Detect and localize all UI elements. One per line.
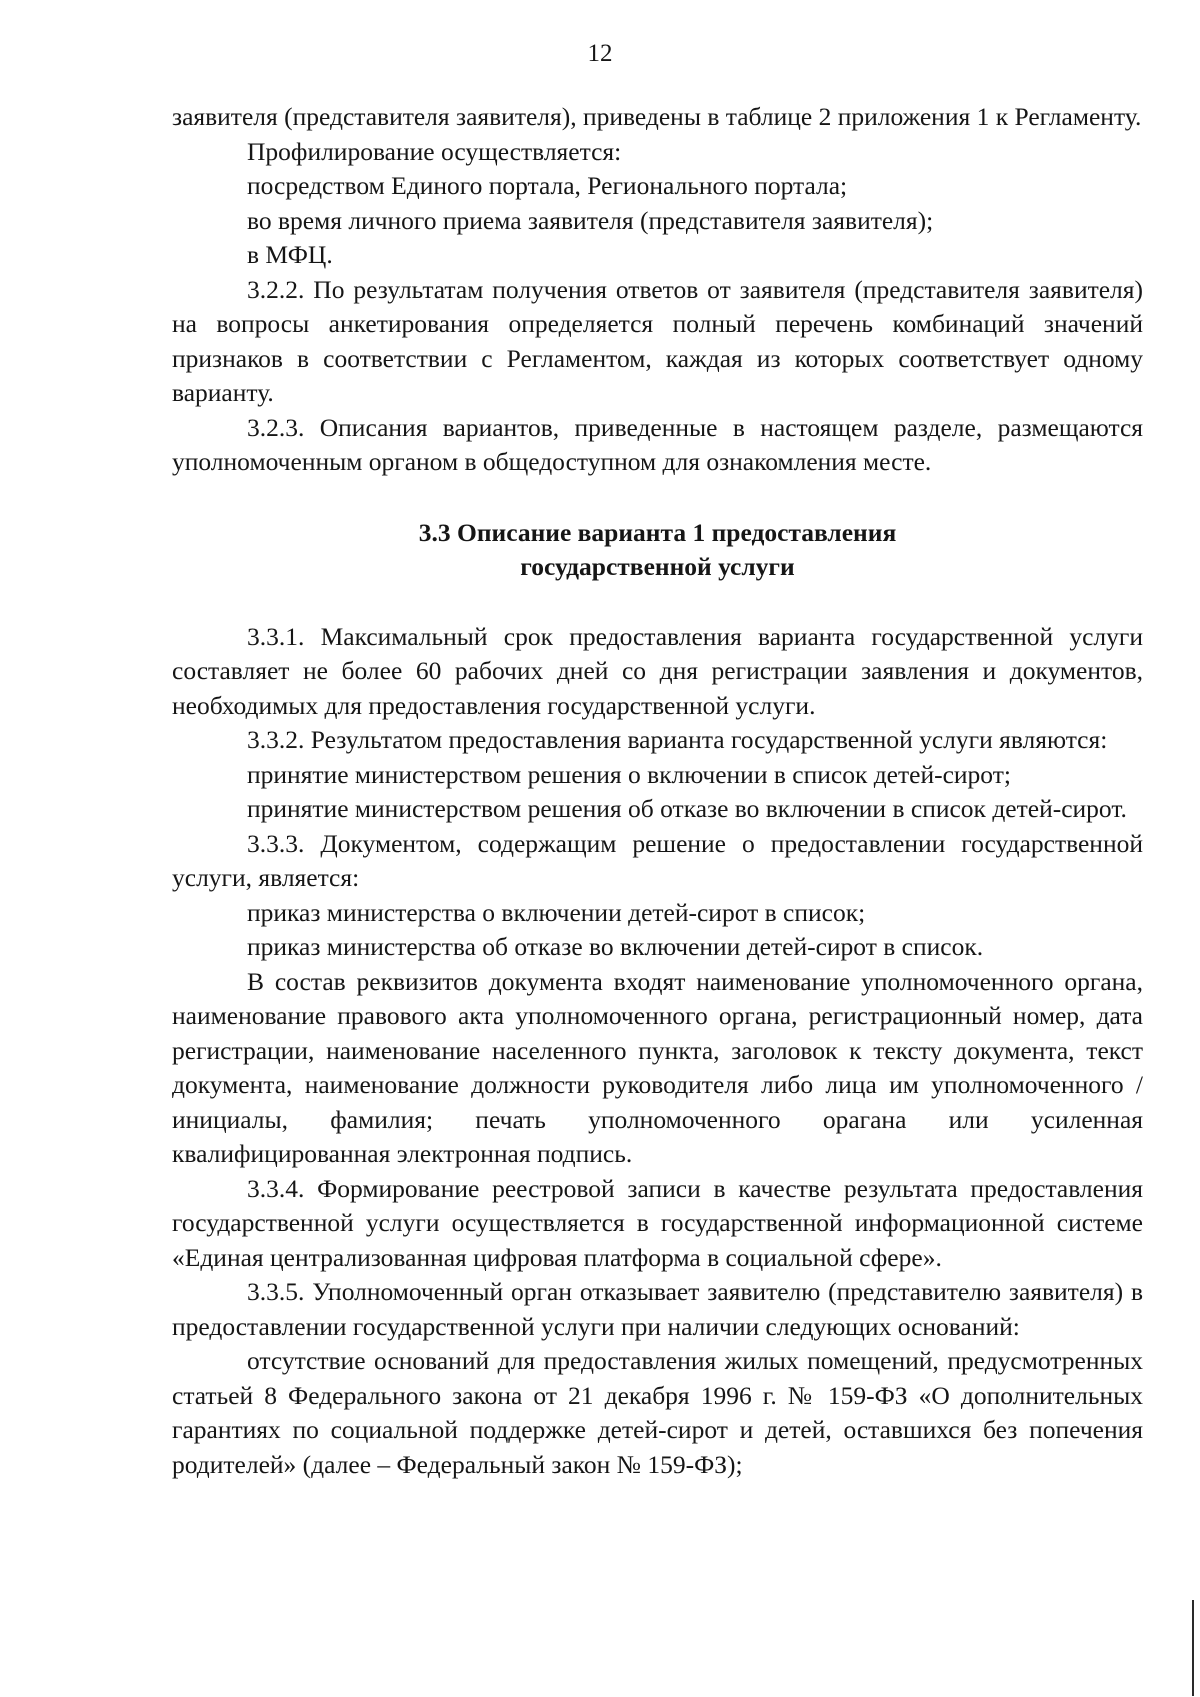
paragraph: 3.2.2. По результатам получения ответов от заявителя (представителя заявителя) на вопросы анкетирования определяется полный перечень комбинаций значений признаков в соответствии с Регламентом, каждая из которых соответствует одному варианту. — [172, 274, 1143, 407]
paragraph: заявителя (представителя заявителя), приведены в таблице 2 приложения 1 к Регламенту. — [172, 102, 1142, 131]
paragraph: 3.2.3. Описания вариантов, приведенные в настоящем разделе, размещаются уполномоченным органом в общедоступном для ознакомления месте. — [172, 412, 1143, 476]
paragraph: В состав реквизитов документа входят наименование уполномоченного органа, наименование правового акта уполномоченного органа, регистрационный номер, дата регистрации, наименование населенного пункта, заголовок к тексту документа, текст документа, наименование должности руководителя либо лица им уполномоченного / инициалы, фамилия; печать уполномоченного орагана или усиленная квалифицированная электронная подпись. — [172, 966, 1143, 1168]
scan-edge-mark — [1192, 1600, 1194, 1696]
paragraph: 3.3.1. Максимальный срок предоставления варианта государственной услуги составляет не более 60 рабочих дней со дня регистрации заявления и документов, необходимых для предоставления государственной услуги. — [172, 621, 1143, 720]
paragraph: Профилирование осуществляется: — [247, 136, 622, 166]
paragraph: 3.3.3. Документом, содержащим решение о предоставлении государственной услуги, является: — [172, 828, 1143, 892]
section-heading-line: государственной услуги — [520, 552, 795, 581]
page-number: 12 — [587, 40, 613, 67]
list-item: в МФЦ. — [247, 240, 333, 269]
section-heading-line: 3.3 Описание варианта 1 предоставления — [418, 517, 897, 547]
list-item: отсутствие оснований для предоставления жилых помещений, предусмотренных статьей 8 Федерального закона от 21 декабря 1996 г. № 159-ФЗ «О дополнительных гарантиях по социальной поддержке детей-сирот и детей, оставшихся без попечения родителей» (далее – Федеральный закон № 159-ФЗ); — [172, 1346, 1143, 1479]
paragraph-group-top — [172, 100, 1143, 480]
list-item: принятие министерством решения о включении в список детей-сирот; — [247, 759, 1011, 789]
section-heading — [172, 516, 1143, 585]
list-item: посредством Единого портала, Регионального портала; — [247, 171, 848, 200]
paragraph: 3.3.2. Результатом предоставления варианта государственной услуги являются: — [247, 725, 1108, 754]
list-item: приказ министерства об отказе во включении детей-сирот в список. — [247, 932, 984, 961]
document-body — [172, 100, 1143, 1482]
list-item: принятие министерством решения об отказе во включении в список детей-сирот. — [247, 794, 1127, 823]
paragraph-group-bottom — [172, 620, 1143, 1483]
list-item: приказ министерства о включении детей-сирот в список; — [247, 897, 866, 927]
list-item: во время личного приема заявителя (представителя заявителя); — [247, 205, 934, 235]
paragraph: 3.3.4. Формирование реестровой записи в качестве результата предоставления государственной услуги осуществляется в государственной информационной системе «Единая централизованная цифровая платформа в социальной сфере». — [172, 1173, 1143, 1272]
paragraph: 3.3.5. Уполномоченный орган отказывает заявителю (представителю заявителя) в предоставлении государственной услуги при наличии следующих оснований: — [172, 1277, 1143, 1341]
